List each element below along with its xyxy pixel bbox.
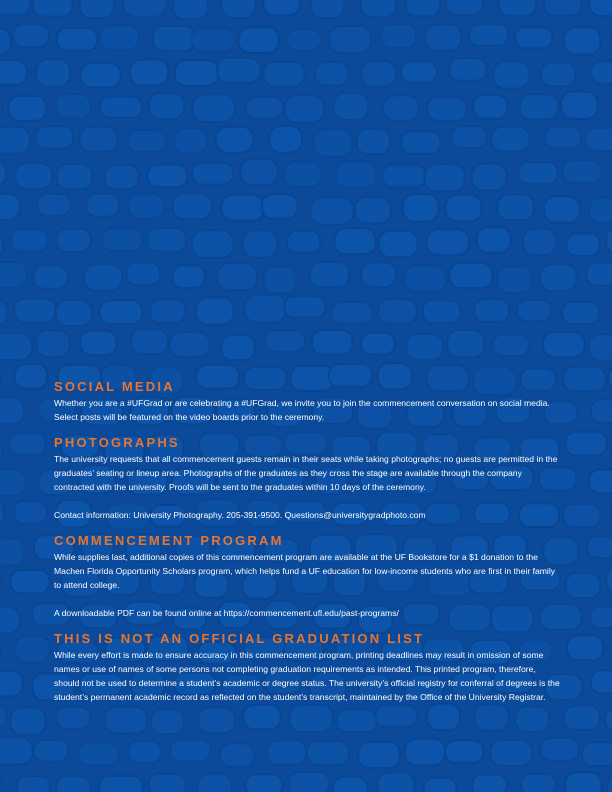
scale-shape xyxy=(563,160,601,183)
scale-shape xyxy=(446,195,482,222)
scale-shape xyxy=(175,60,219,86)
scale-shape xyxy=(217,263,257,290)
scale-shape xyxy=(0,737,33,764)
social-media-section xyxy=(54,378,560,424)
scale-shape xyxy=(123,0,166,17)
scale-shape xyxy=(445,740,484,762)
official-list-section xyxy=(54,630,560,704)
scale-shape xyxy=(605,708,612,731)
scale-shape xyxy=(79,127,117,152)
scale-shape xyxy=(266,330,305,352)
scale-shape xyxy=(405,266,446,292)
social-media-text: Whether you are a #UFGrad or are celebrating a #UFGrad, we invite you to join the commencement conversation on social media. Select posts will be featured on the video boards prior to the ceremony. xyxy=(54,398,550,422)
scale-shape xyxy=(561,92,598,120)
scale-shape xyxy=(36,59,70,86)
scale-shape xyxy=(447,330,484,357)
scale-shape xyxy=(383,96,419,121)
scale-shape xyxy=(314,129,353,156)
scale-shape xyxy=(34,740,68,762)
scale-shape xyxy=(0,538,25,566)
scale-shape xyxy=(446,0,483,15)
scale-shape xyxy=(192,163,233,185)
scale-shape xyxy=(147,165,187,188)
scale-shape xyxy=(329,26,371,53)
scale-shape xyxy=(377,772,414,792)
scale-shape xyxy=(84,264,122,290)
scale-shape xyxy=(310,262,349,288)
scale-shape xyxy=(174,128,207,153)
scale-shape xyxy=(491,740,532,766)
scale-shape xyxy=(0,233,3,257)
scale-shape xyxy=(34,265,68,288)
scale-shape xyxy=(0,438,3,460)
scale-shape xyxy=(586,263,612,286)
scale-shape xyxy=(567,636,604,661)
scale-shape xyxy=(361,333,394,355)
scale-shape xyxy=(170,332,210,357)
scale-shape xyxy=(336,162,376,188)
scale-shape xyxy=(99,776,143,792)
photographs-heading: PHOTOGRAPHS xyxy=(54,435,180,450)
scale-shape xyxy=(493,335,530,356)
scale-shape xyxy=(361,0,396,17)
scale-shape xyxy=(566,573,601,598)
scale-shape xyxy=(333,777,367,792)
scale-shape xyxy=(544,0,582,16)
scale-shape xyxy=(0,194,20,220)
scale-shape xyxy=(149,774,186,792)
scale-shape xyxy=(193,94,235,122)
scale-shape xyxy=(240,159,278,185)
scale-shape xyxy=(289,772,330,792)
scale-shape xyxy=(246,97,283,119)
scale-shape xyxy=(36,330,70,357)
scale-shape xyxy=(100,97,142,118)
scale-shape xyxy=(262,194,298,219)
scale-shape xyxy=(562,302,600,324)
scale-shape xyxy=(170,740,211,762)
photography-contact: Contact information: University Photography. 205-391-9500. Questions@universitygradphoto.com xyxy=(54,510,426,520)
scale-shape xyxy=(0,127,30,154)
scale-shape xyxy=(307,741,349,765)
scale-shape xyxy=(450,263,493,289)
scale-shape xyxy=(10,707,45,734)
scale-shape xyxy=(591,399,612,423)
scale-shape xyxy=(427,229,469,255)
scale-shape xyxy=(11,229,48,252)
scale-shape xyxy=(56,300,92,326)
scale-shape xyxy=(173,265,206,288)
scale-shape xyxy=(239,27,279,53)
scale-shape xyxy=(607,777,612,792)
scale-shape xyxy=(16,163,53,189)
scale-shape xyxy=(57,28,98,51)
scale-shape xyxy=(582,742,612,766)
scale-shape xyxy=(310,197,353,224)
scale-shape xyxy=(284,162,322,187)
scale-shape xyxy=(147,228,186,251)
scale-shape xyxy=(493,61,529,88)
scale-shape xyxy=(128,130,166,152)
scale-shape xyxy=(130,60,168,86)
scale-shape xyxy=(401,132,440,154)
scale-shape xyxy=(543,332,585,357)
scale-shape xyxy=(0,161,6,185)
scale-shape xyxy=(523,229,556,256)
scale-shape xyxy=(472,775,507,792)
scale-shape xyxy=(197,774,232,792)
scale-shape xyxy=(81,63,121,87)
scale-shape xyxy=(0,300,8,326)
scale-shape xyxy=(86,194,119,217)
scale-shape xyxy=(11,570,50,594)
scale-shape xyxy=(334,228,375,254)
scale-shape xyxy=(243,230,277,257)
scale-shape xyxy=(566,432,607,456)
program-pdf-link: A downloadable PDF can be found online at https://commencement.ufl.edu/past-programs/ xyxy=(54,608,399,618)
scale-shape xyxy=(521,774,555,792)
scale-shape xyxy=(378,299,417,324)
scale-shape xyxy=(17,776,50,792)
scale-shape xyxy=(361,262,396,287)
scale-shape xyxy=(545,127,582,149)
scale-shape xyxy=(220,743,254,766)
scale-shape xyxy=(473,95,507,119)
scale-shape xyxy=(245,295,287,323)
scale-shape xyxy=(0,0,30,15)
scale-shape xyxy=(564,706,600,730)
scale-shape xyxy=(401,61,437,82)
scale-shape xyxy=(589,334,612,360)
scale-shape xyxy=(285,95,324,123)
scale-shape xyxy=(9,96,47,121)
scale-shape xyxy=(312,330,353,355)
scale-shape xyxy=(383,165,426,188)
scale-shape xyxy=(78,743,118,765)
scale-shape xyxy=(424,778,457,792)
scale-shape xyxy=(589,198,612,223)
scale-shape xyxy=(263,0,299,15)
scale-shape xyxy=(173,0,208,19)
scale-shape xyxy=(358,742,400,769)
scale-shape xyxy=(222,195,264,221)
scale-shape xyxy=(196,297,234,325)
scale-shape xyxy=(606,568,612,595)
scale-shape xyxy=(566,233,600,256)
scale-shape xyxy=(564,27,600,54)
scale-shape xyxy=(14,299,56,323)
scale-shape xyxy=(192,230,234,258)
scale-shape xyxy=(129,194,164,218)
scale-shape xyxy=(406,0,440,16)
scale-shape xyxy=(57,164,93,189)
scale-shape xyxy=(590,0,612,16)
scale-shape xyxy=(591,61,612,83)
scale-shape xyxy=(0,640,1,666)
scale-shape xyxy=(590,607,612,628)
scale-shape xyxy=(284,296,325,317)
scale-shape xyxy=(497,267,532,293)
scale-shape xyxy=(403,194,439,222)
scale-shape xyxy=(100,300,143,324)
official-list-heading: THIS IS NOT AN OFFICIAL GRADUATION LIST xyxy=(54,631,425,646)
scale-shape xyxy=(499,0,537,16)
scale-shape xyxy=(357,129,390,155)
scale-shape xyxy=(56,94,91,118)
scale-shape xyxy=(150,299,185,323)
scale-shape xyxy=(491,127,529,152)
scale-shape xyxy=(381,24,417,49)
scale-shape xyxy=(0,60,27,85)
scale-shape xyxy=(80,0,114,18)
scale-shape xyxy=(128,741,161,764)
scale-shape xyxy=(0,706,7,728)
scale-shape xyxy=(105,165,139,190)
scale-shape xyxy=(540,264,576,291)
social-media-heading: SOCIAL MEDIA xyxy=(54,379,175,394)
commencement-program-section xyxy=(54,532,560,620)
scale-shape xyxy=(422,300,460,323)
scale-shape xyxy=(100,26,139,50)
info-content xyxy=(54,378,560,714)
scale-shape xyxy=(173,193,212,219)
scale-shape xyxy=(0,671,23,697)
scale-shape xyxy=(606,228,612,255)
scale-shape xyxy=(565,772,602,792)
scale-shape xyxy=(33,0,73,17)
scale-shape xyxy=(287,231,320,253)
scale-shape xyxy=(0,333,32,360)
scale-shape xyxy=(425,24,461,51)
scale-shape xyxy=(15,636,50,663)
scale-shape xyxy=(477,227,511,253)
scale-shape xyxy=(0,607,19,634)
scale-shape xyxy=(563,367,606,391)
scale-shape xyxy=(541,738,579,761)
scale-shape xyxy=(608,366,612,391)
scale-shape xyxy=(9,433,45,455)
scale-shape xyxy=(355,197,391,224)
scale-shape xyxy=(0,397,24,424)
scale-shape xyxy=(585,128,612,151)
scale-shape xyxy=(587,536,612,558)
scale-shape xyxy=(474,299,509,322)
scale-shape xyxy=(427,97,466,121)
scale-shape xyxy=(131,329,168,354)
scale-shape xyxy=(449,58,486,81)
scale-shape xyxy=(498,194,535,220)
scale-shape xyxy=(0,94,2,117)
scale-shape xyxy=(0,571,1,595)
scale-shape xyxy=(267,740,306,765)
scale-shape xyxy=(0,499,4,527)
scale-shape xyxy=(0,262,27,288)
scale-shape xyxy=(263,62,304,87)
scale-shape xyxy=(520,94,559,119)
scale-shape xyxy=(14,501,47,524)
scale-shape xyxy=(591,670,612,693)
scale-shape xyxy=(269,126,302,153)
scale-shape xyxy=(405,739,445,766)
scale-shape xyxy=(469,24,509,46)
scale-shape xyxy=(80,331,116,356)
scale-shape xyxy=(0,772,1,792)
scale-shape xyxy=(425,164,465,191)
scale-shape xyxy=(332,302,373,324)
scale-shape xyxy=(38,194,71,216)
scale-shape xyxy=(541,63,576,87)
official-list-text: While every effort is made to ensure accuracy in this commencement program, printing deadlines may result in omission of some names or use of names of some persons not completing graduation requirements as intended. This printed program, therefore, should not be used to determine a student’s academic or degree status. The university’s official registry for conferral of degrees is the student’s permanent academic record as reflected on the student’s transcript, maintained by the Office of the University Registrar. xyxy=(54,650,560,702)
photographs-section xyxy=(54,434,560,522)
scale-shape xyxy=(56,229,90,252)
scale-shape xyxy=(406,334,443,361)
scale-shape xyxy=(263,267,297,294)
scale-shape xyxy=(362,61,396,87)
scale-shape xyxy=(221,335,255,361)
scale-shape xyxy=(221,0,256,18)
scale-shape xyxy=(192,29,235,52)
scale-shape xyxy=(35,126,73,148)
scale-shape xyxy=(589,470,612,494)
scale-shape xyxy=(515,27,552,48)
scale-shape xyxy=(216,127,253,153)
scale-shape xyxy=(0,470,26,496)
scale-shape xyxy=(334,93,368,121)
scale-shape xyxy=(153,26,195,51)
scale-shape xyxy=(149,93,184,119)
scale-shape xyxy=(15,364,48,389)
commencement-program-heading: COMMENCEMENT PROGRAM xyxy=(54,533,284,548)
scale-shape xyxy=(287,29,322,50)
commencement-program-text: While supplies last, additional copies of this commencement program are available at the UF Bookstore for a $1 donation to the Machen Florida Opportunity Scholars program, which helps fund a UF education for low-income students who are first in their family to attend college. xyxy=(54,552,556,590)
scale-shape xyxy=(472,164,507,191)
scale-shape xyxy=(518,162,558,184)
scale-shape xyxy=(379,231,418,257)
scale-shape xyxy=(451,126,486,148)
scale-shape xyxy=(0,29,11,55)
scale-shape xyxy=(126,263,160,285)
scale-shape xyxy=(13,24,49,48)
scale-shape xyxy=(311,0,345,18)
scale-shape xyxy=(217,58,260,83)
scale-shape xyxy=(56,776,90,792)
scale-shape xyxy=(563,504,600,528)
scale-shape xyxy=(315,62,348,86)
photographs-text: The university requests that all commencement guests remain in their seats while taking photographs; no guests are permitted in the graduates’ seating or lineup area. Photographs of the graduates as they cross the stage are available through the company contracted with the university. Proofs will be sent to the graduates within 10 days of the ceremony. xyxy=(54,454,558,492)
scale-shape xyxy=(544,196,580,223)
scale-shape xyxy=(246,774,283,792)
scale-shape xyxy=(517,300,551,321)
scale-shape xyxy=(102,229,142,251)
